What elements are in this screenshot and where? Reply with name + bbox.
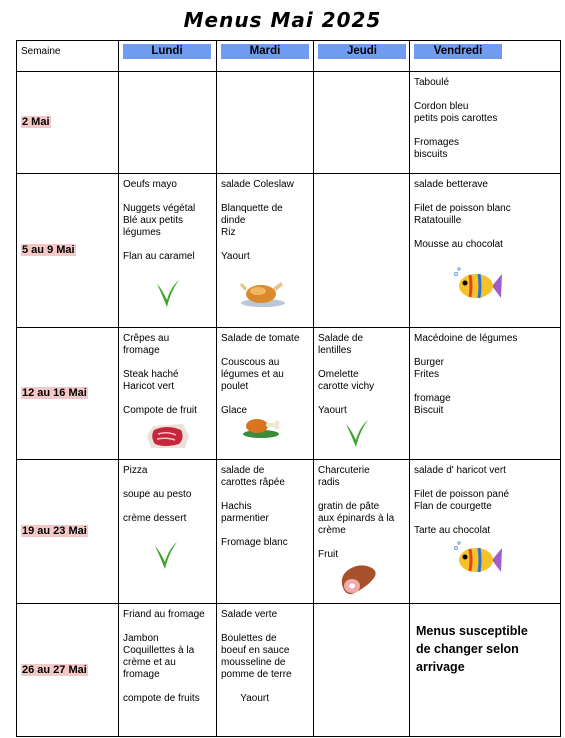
day-header-lundi: Lundi (119, 41, 217, 72)
menu-cell-jeudi (314, 604, 410, 737)
day-header-vendredi: Vendredi (410, 41, 561, 72)
menu-cell-jeudi (314, 174, 410, 328)
menu-item: Tarte au chocolat (414, 525, 491, 536)
menu-item: Yaourt (221, 251, 250, 262)
menu-item: Fromages biscuits (414, 137, 460, 160)
day-header-mardi: Mardi (217, 41, 314, 72)
chicken-drumstick-icon (241, 414, 281, 440)
menu-item: Omelette carotte vichy (318, 369, 375, 392)
menu-item: Filet de poisson pané Flan de courgette (414, 489, 510, 512)
menu-cell-mardi (217, 604, 314, 737)
menu-item: Steak haché Haricot vert (123, 369, 179, 392)
ham-icon (338, 562, 378, 596)
semaine-header: Semaine (17, 41, 119, 72)
menu-item: Mousse au chocolat (414, 239, 503, 250)
menu-cell-jeudi (314, 72, 410, 174)
week-label: 26 au 27 Mai (17, 604, 119, 737)
menu-item: compote de fruits (123, 693, 200, 704)
menu-cell-mardi (217, 328, 314, 460)
menu-cell-jeudi (314, 460, 410, 604)
week-label: 12 au 16 Mai (17, 328, 119, 460)
menu-cell-lundi (119, 604, 217, 737)
week-row (17, 604, 561, 737)
menu-item: gratin de pâte aux épinards à la crème (318, 501, 395, 536)
menu-item: Boulettes de boeuf en sauce mousseline de pomme de terre (221, 633, 292, 680)
fish-icon (454, 266, 504, 306)
menu-change-note: Menus susceptible de changer selon arrivage (410, 604, 561, 737)
menu-cell-lundi (119, 72, 217, 174)
menu-table (16, 40, 561, 737)
menu-item: Jambon Coquillettes à la crème et au fromage (123, 633, 195, 680)
week-row (17, 328, 561, 460)
week-label: 19 au 23 Mai (17, 460, 119, 604)
menu-item: salade de carottes râpée (221, 465, 285, 488)
steak-icon (145, 422, 191, 450)
menu-item: Fromage blanc (221, 537, 288, 548)
roast-chicken-icon (239, 278, 287, 308)
menu-item: Flan au caramel (123, 251, 195, 262)
header-row (17, 41, 561, 72)
menu-cell-lundi (119, 174, 217, 328)
vegetarian-leaf-icon (153, 540, 179, 570)
page-title: Menus Mai 2025 (183, 8, 382, 32)
menu-item: Compote de fruit (123, 405, 197, 416)
menu-item: Hachis parmentier (221, 501, 269, 524)
menu-item: crème dessert (123, 513, 187, 524)
menu-item: Nuggets végétal Blé aux petits légumes (123, 203, 196, 238)
week-row (17, 460, 561, 604)
menu-cell-vendredi (410, 72, 561, 174)
menu-item: Yaourt (221, 693, 269, 704)
menu-item: Salade verte (221, 609, 278, 620)
menu-item: Macédoine de légumes (414, 333, 518, 344)
menu-item: salade betterave (414, 179, 488, 190)
menu-item: Crêpes au fromage (123, 333, 170, 356)
menu-item: salade d' haricot vert (414, 465, 506, 476)
menu-item: soupe au pesto (123, 489, 192, 500)
menu-item: salade Coleslaw (221, 179, 294, 190)
menu-cell-vendredi (410, 328, 561, 460)
menu-item: Blanquette de dinde Riz (221, 203, 283, 238)
menu-item: Filet de poisson blanc Ratatouille (414, 203, 511, 226)
menu-item: Salade de tomate (221, 333, 300, 344)
menu-cell-jeudi (314, 328, 410, 460)
fish-icon (454, 540, 504, 580)
menu-cell-mardi (217, 72, 314, 174)
menu-cell-vendredi (410, 174, 561, 328)
menu-item: Fruit (318, 549, 338, 560)
day-header-jeudi: Jeudi (314, 41, 410, 72)
menu-item: fromage Biscuit (414, 393, 451, 416)
vegetarian-leaf-icon (155, 278, 181, 308)
week-label: 2 Mai (17, 72, 119, 174)
week-row (17, 174, 561, 328)
menu-item: Friand au fromage (123, 609, 205, 620)
menu-item: Taboulé (414, 77, 450, 88)
vegetarian-leaf-icon (344, 418, 370, 448)
menu-item: Burger Frites (414, 357, 445, 380)
menu-cell-lundi (119, 328, 217, 460)
menu-item: Glace (221, 405, 248, 416)
week-row (17, 72, 561, 174)
week-label: 5 au 9 Mai (17, 174, 119, 328)
menu-cell-vendredi (410, 460, 561, 604)
menu-item: Cordon bleu petits pois carottes (414, 101, 498, 124)
menu-cell-lundi (119, 460, 217, 604)
menu-item: Salade de lentilles (318, 333, 364, 356)
menu-item: Yaourt (318, 405, 347, 416)
menu-cell-mardi (217, 174, 314, 328)
menu-item: Pizza (123, 465, 148, 476)
menu-cell-mardi (217, 460, 314, 604)
menu-item: Charcuterie radis (318, 465, 370, 488)
menu-item: Oeufs mayo (123, 179, 177, 190)
menu-item: Couscous au légumes et au poulet (221, 357, 284, 392)
